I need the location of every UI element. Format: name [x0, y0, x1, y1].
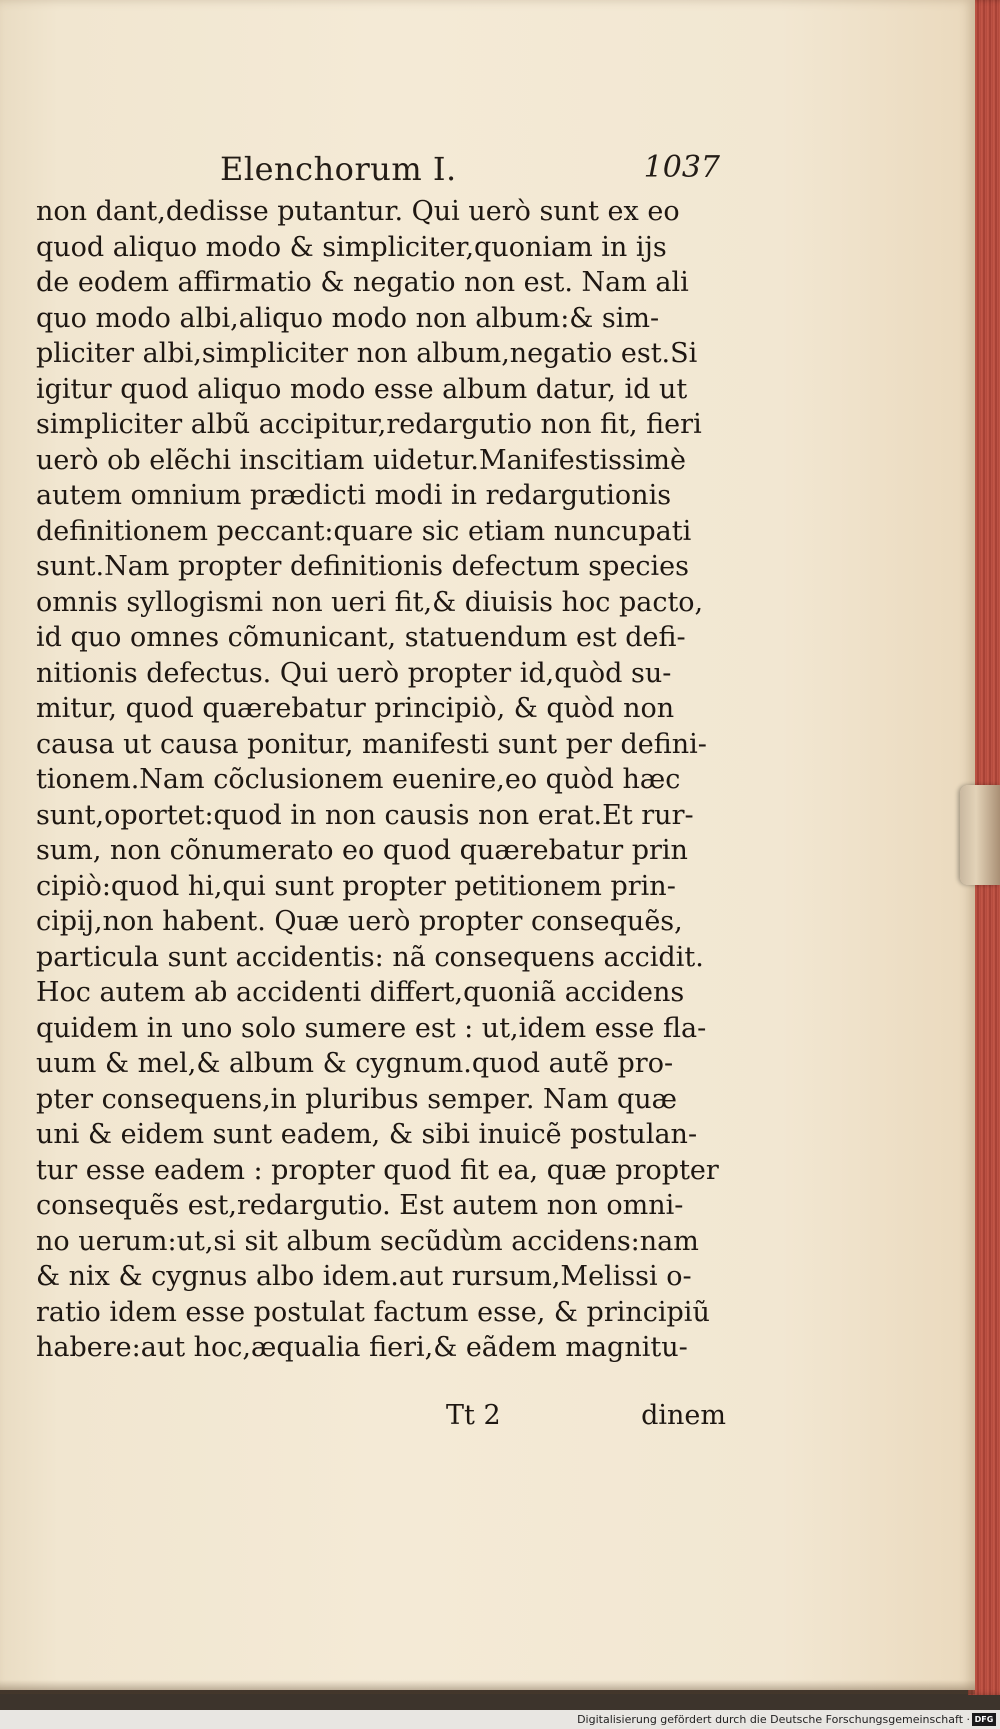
text-line: de eodem affirmatio & negatio non est. Nam ali: [36, 267, 689, 298]
text-line: omnis syllogismi non ueri fit,& diuisis hoc pacto,: [36, 586, 704, 618]
text-line: causa ut causa ponitur, manifesti sunt per defini-: [36, 728, 707, 760]
text-line: simpliciter albũ accipitur,redargutio non fit, fieri: [36, 409, 702, 440]
text-line: quod aliquo modo & simpliciter,quoniam in ijs: [36, 231, 667, 263]
page-header: [220, 150, 720, 194]
text-line: quo modo albi,aliquo modo non album:& sim-: [36, 302, 660, 334]
text-line: & nix & cygnus albo idem.aut rursum,Melissi o-: [36, 1261, 692, 1292]
text-line: mitur, quod quærebatur principiò, & quòd non: [36, 693, 675, 724]
text-line: ratio idem esse postulat factum esse, & principiũ: [36, 1296, 710, 1328]
signature-mark: Tt 2: [446, 1400, 501, 1431]
text-line: quidem in uno solo sumere est : ut,idem esse fla-: [36, 1012, 707, 1044]
catchword: dinem: [641, 1400, 726, 1431]
folio-number: 1037: [643, 150, 720, 185]
text-line: Hoc autem ab accidenti differt,quoniã accidens: [36, 977, 685, 1008]
running-head: Elenchorum I.: [220, 150, 457, 188]
text-line: uni & eidem sunt eadem, & sibi inuicẽ postulan-: [36, 1119, 698, 1150]
text-line: sunt.Nam propter definitionis defectum species: [36, 551, 690, 582]
credit-bar: [0, 1710, 1000, 1729]
text-line: igitur quod aliquo modo esse album datur, id ut: [36, 373, 688, 405]
credit-text: Digitalisierung gefördert durch die Deutsche Forschungsgemeinschaft ·: [577, 1713, 970, 1726]
text-line: uerò ob elẽchi inscitiam uidetur.Manifestissimè: [36, 444, 687, 476]
text-line: nitionis defectus. Qui uerò propter id,quòd su-: [36, 657, 672, 689]
body-text: [36, 194, 726, 1366]
text-line: uum & mel,& album & cygnum.quod autẽ pro-: [36, 1048, 674, 1079]
dfg-logo-icon: DFG: [972, 1713, 996, 1726]
text-line: cipiò:quod hi,qui sunt propter petitionem prin-: [36, 870, 676, 902]
text-line: tur esse eadem : propter quod fit ea, quæ propter: [36, 1154, 719, 1186]
text-line: pter consequens,in pluribus semper. Nam quæ: [36, 1083, 678, 1115]
text-line: tionem.Nam cõclusionem euenire,eo quòd hæc: [36, 764, 681, 795]
text-line: pliciter albi,simpliciter non album,negatio est.Si: [36, 338, 698, 369]
text-line: sunt,oportet:quod in non causis non erat.Et rur-: [36, 799, 694, 831]
page-tab-marker: [960, 785, 1000, 885]
page-footer: [36, 1400, 726, 1440]
text-line: definitionem peccant:quare sic etiam nuncupati: [36, 515, 692, 547]
text-line: id quo omnes cõmunicant, statuendum est defi-: [36, 622, 686, 653]
text-line: autem omnium prædicti modi in redargutionis: [36, 480, 672, 511]
text-line: consequẽs est,redargutio. Est autem non omni-: [36, 1190, 684, 1221]
text-line: no uerum:ut,si sit album secũdùm accidens:nam: [36, 1225, 699, 1257]
text-line: non dant,dedisse putantur. Qui uerò sunt ex eo: [36, 196, 680, 227]
text-line: habere:aut hoc,æqualia fieri,& eãdem magnitu-: [36, 1332, 688, 1363]
text-line: sum, non cõnumerato eo quod quærebatur prin: [36, 835, 688, 866]
page-bottom-shadow: [0, 1680, 975, 1694]
text-line: particula sunt accidentis: nã consequens accidit.: [36, 941, 704, 973]
text-line: cipij,non habent. Quæ uerò propter consequẽs,: [36, 906, 683, 937]
